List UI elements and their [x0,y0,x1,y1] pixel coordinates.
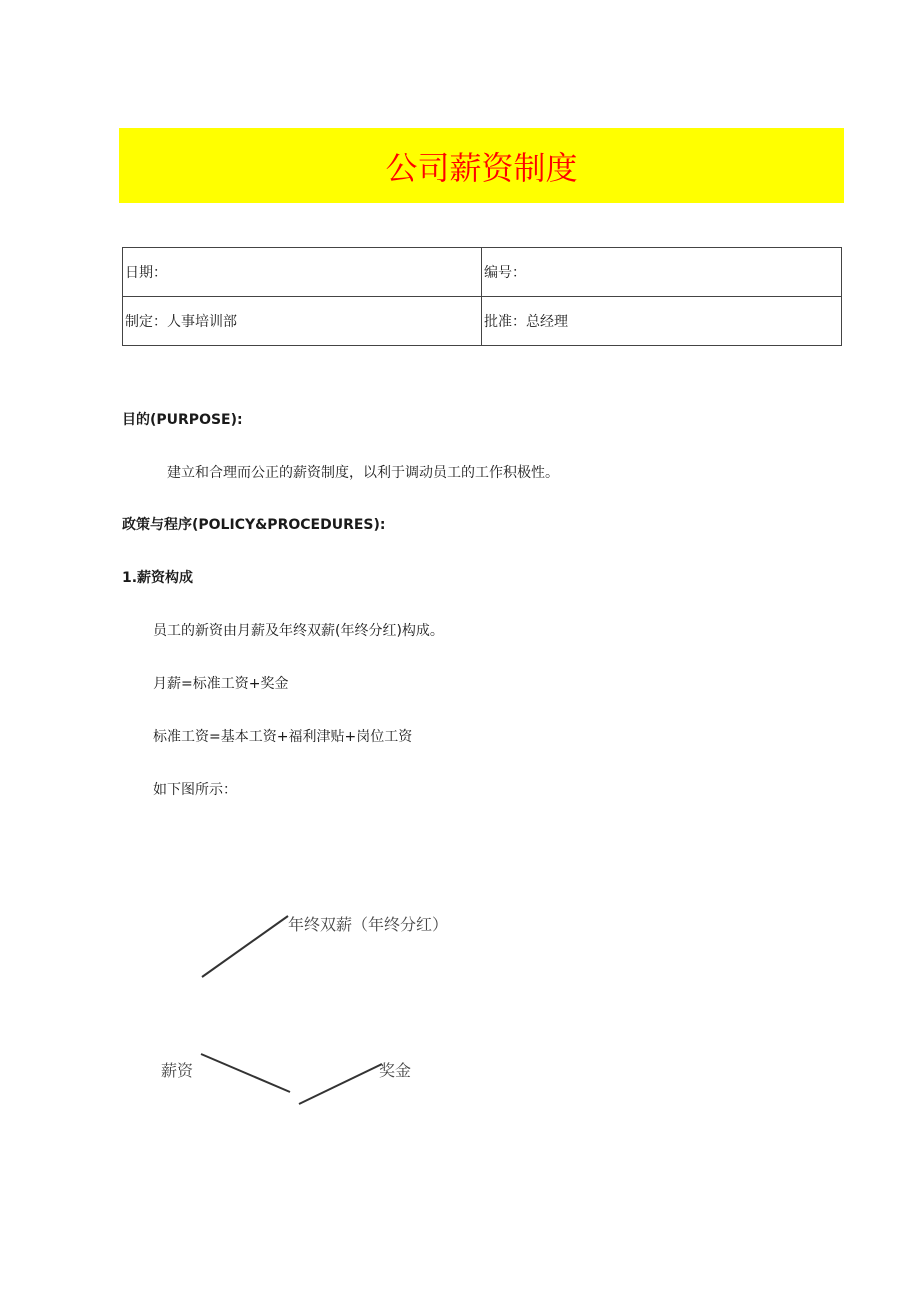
title-band [119,128,844,203]
diagram-label-bottom: 奖金 [379,1061,412,1080]
connector-line-root [201,1054,290,1092]
paragraph-line: 标准工资=基本工资+福利津贴+岗位工资 [153,729,413,745]
date-cell: 日期： [123,248,482,297]
number-cell: 编号： [482,248,842,297]
table-row [123,297,842,346]
section-heading: 1.薪资构成 [122,570,194,586]
document-title: 公司薪资制度 [385,148,578,187]
paragraph-line: 如下图所示： [153,782,237,798]
diagram-label-root: 薪资 [161,1061,194,1080]
paragraph-line: 员工的新资由月薪及年终双薪(年终分红)构成。 [153,623,444,639]
salary-structure-diagram [140,890,480,1130]
table-row [123,248,842,297]
author-cell: 制定：人事培训部 [123,297,482,346]
approver-cell: 批准：总经理 [482,297,842,346]
diagram-label-top: 年终双薪（年终分红） [288,915,449,934]
info-table [122,247,842,346]
policy-heading: 政策与程序(POLICY&PROCEDURES): [122,517,386,533]
connector-line-bottom [299,1064,382,1104]
purpose-text: 建立和合理而公正的薪资制度，以利于调动员工的工作积极性。 [167,465,559,481]
connector-line-top [202,916,288,977]
purpose-heading: 目的(PURPOSE): [122,412,243,428]
paragraph-line: 月薪=标准工资+奖金 [153,676,289,692]
